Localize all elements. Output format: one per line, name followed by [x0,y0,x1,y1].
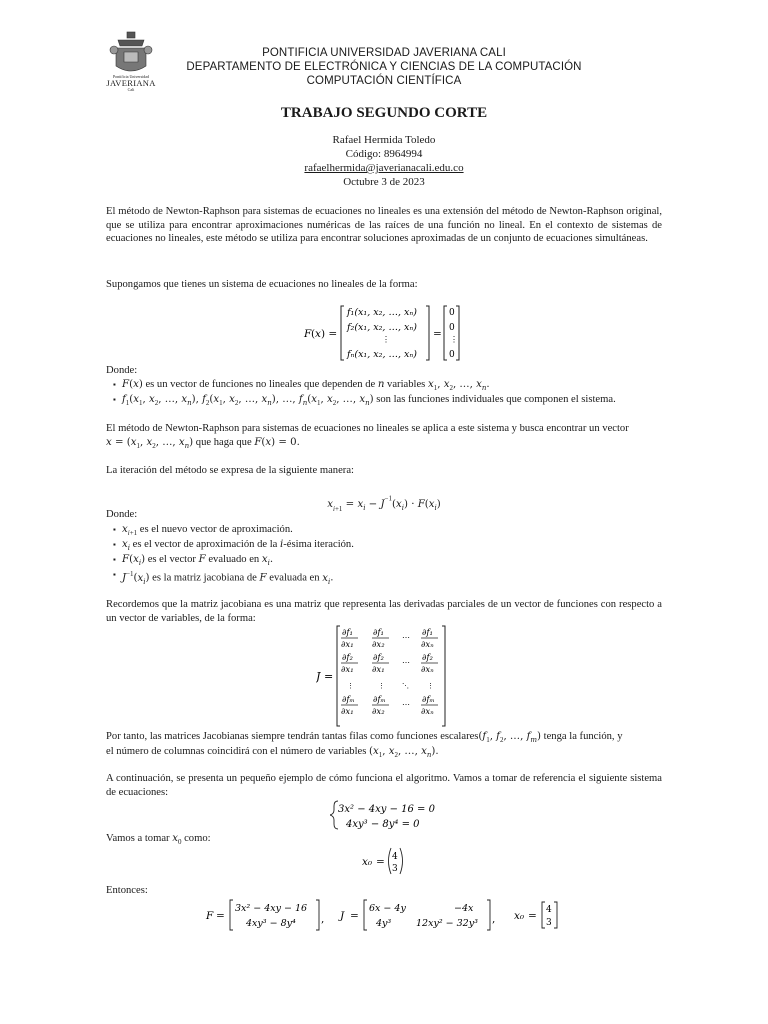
svg-text:∂x₂: ∂x₂ [372,640,385,650]
svg-text:=: = [528,910,537,922]
svg-text:∂fₘ: ∂fₘ [373,695,386,705]
svg-text:⋯: ⋯ [402,633,410,642]
svg-text:0: 0 [449,350,455,360]
bullet-component-functions: ▪ $f_1(x_1$, $x_2$, …, $x_n$), $f_2(x_1$, $x_2$, …, $x_n$), …, $f_n(x_1$, $x_2$, …, $x_n$) son las funciones individuales que componen el sistema. [122,393,616,410]
document-date: Octubre 3 de 2023 [343,176,425,188]
bullet-F-evaluated: ▪ $F(x_i)$ es el vector F evaluado en $x_i$. [122,553,273,570]
svg-text:∂f₁: ∂f₁ [342,628,353,638]
svg-text:f₁(x₁, x₂, …, xₙ): f₁(x₁, x₂, …, xₙ) [347,307,417,318]
svg-text:=: = [350,910,359,922]
svg-text:12xy² − 32y³: 12xy² − 32y³ [416,918,478,929]
svg-text:x: x [315,328,321,340]
document-title: TRABAJO SEGUNDO CORTE [280,105,488,121]
paragraph-text: el número de columnas coincidirá con el número de variables [106,746,369,757]
svg-text:x₀: x₀ [362,856,373,868]
example-intro-paragraph: A continuación, se presenta un pequeño ejemplo de cómo funciona el algoritmo. Vamos a tomar de referencia el siguiente sistema de ecuaciones: [106,773,662,798]
iteration-formula: $x_{i+1} = x_i - J^{-1}(x_i) \cdot F(x_i)$ [327,494,441,514]
svg-text:⋱: ⋱ [402,682,409,690]
svg-text:∂f₂: ∂f₂ [422,653,433,663]
header-department: DEPARTAMENTO DE ELECTRÓNICA Y CIENCIAS DE LA COMPUTACIÓN [186,61,582,73]
svg-text:⋮: ⋮ [378,682,385,690]
bullet-text: es el nuevo vector de aproximación. [137,524,293,535]
bullet-text: -ésima iteración. [283,539,354,550]
svg-text:4xy³ − 8y⁴ = 0: 4xy³ − 8y⁴ = 0 [346,819,420,830]
bullet-text: son las funciones individuales que componen el sistema. [373,394,616,405]
svg-text:3x² − 4xy − 16: 3x² − 4xy − 16 [235,903,308,914]
initial-guess-text: Vamos a tomar $x_0$ como: [106,833,211,847]
jacobian-matrix [316,624,456,728]
svg-text:⋮: ⋮ [347,682,354,690]
paragraph-text: como: [181,833,211,844]
bullet-text: evaluado en [205,554,262,565]
jacobian-dimensions-line1: Por tanto, las matrices Jacobianas siempre tendrán tantas filas como funciones $escalares(f_1$, $f_2$, …, $f_m$) tenga la función, y [106,731,623,745]
svg-text:) =: ) = [321,328,338,340]
bullet-F-vector: ▪ F(x) es un vector de funciones no lineales que dependen de n variables $x_1$, $x_2$, …, $x_n$. [122,378,490,395]
intro-paragraph: El método de Newton-Raphson para sistemas de ecuaciones no lineales es una extensión del método de Newton-Raphson original, que se utiliza para encontrar aproximaciones numéricas de las raíces de una función no lineal. En el contexto de sistemas de ecuaciones no lineales, este método se utiliza para encontrar soluciones aproximadas de un conjunto de ecuaciones simultáneas. [106,206,662,244]
paragraph-text: Vamos a tomar [106,833,173,844]
bullet-text: es el vector de aproximación de la [130,539,281,550]
svg-text:,: , [321,913,325,925]
bullet-text: es el vector [145,554,199,565]
svg-text:∂f₁: ∂f₁ [373,628,384,638]
jacobian-dimensions-line2: el número de columnas coincidirá con el número de variables ($x_1$, $x_2$, …, $x_n$). [106,746,439,760]
svg-text:6x − 4y: 6x − 4y [369,903,406,914]
svg-text:x₀: x₀ [514,910,525,922]
author-email-link[interactable]: rafaelhermida@javerianacali.edu.co [304,162,464,174]
svg-text:∂x₂: ∂x₂ [372,707,385,717]
svg-text:∂xₙ: ∂xₙ [421,707,434,717]
author-name: Rafael Hermida Toledo [332,134,436,146]
bullet-current-vector: ▪ $x_i$ es el vector de aproximación de la i-ésima iteración. [122,538,354,555]
svg-text:=: = [433,328,442,340]
svg-text:∂x₁: ∂x₁ [341,640,354,650]
svg-text:⋯: ⋯ [402,658,410,667]
initial-guess-vector [360,846,420,876]
svg-text:f₂(x₁, x₂, …, xₙ): f₂(x₁, x₂, …, xₙ) [347,322,417,333]
svg-text:3: 3 [546,918,552,928]
svg-text:∂f₂: ∂f₂ [373,653,384,663]
bullet-text: es un vector de funciones no lineales que dependen de [142,379,378,390]
svg-text:⋮: ⋮ [382,335,390,344]
svg-text:F: F [304,328,312,340]
svg-text:0: 0 [449,323,455,333]
bullet-text: es la matriz jacobiana de [149,572,260,584]
header-university: PONTIFICIA UNIVERSIDAD JAVERIANA CALI [262,47,506,59]
bullet-text: evaluada en [266,572,323,584]
svg-text:3: 3 [392,864,398,874]
svg-text:∂fₘ: ∂fₘ [422,695,435,705]
svg-text:⋮: ⋮ [450,335,458,344]
bullet-jacobian: ▪ $J^{-1}(x_i)$ es la matriz jacobiana de F evaluada en $x_i$. [122,568,333,589]
svg-text:(: ( [311,328,316,340]
svg-text:∂xₙ: ∂xₙ [421,665,434,675]
method-paragraph-line1: El método de Newton-Raphson para sistemas de ecuaciones no lineales se aplica a este sistema y busca encontrar un vector [106,423,629,434]
svg-text:F: F [206,910,214,922]
svg-text:∂x₁: ∂x₁ [372,665,385,675]
example-system [330,800,450,830]
header-course: COMPUTACIÓN CIENTÍFICA [306,75,462,87]
svg-text:,: , [492,913,496,925]
svg-text:∂x₁: ∂x₁ [341,665,354,675]
paragraph-text: que haga que [193,437,255,448]
svg-text:fₙ(x₁, x₂, …, xₙ): fₙ(x₁, x₂, …, xₙ) [347,349,417,360]
svg-text:=: = [324,670,334,683]
svg-text:3x² − 4xy − 16 = 0: 3x² − 4xy − 16 = 0 [338,804,435,815]
svg-text:∂x₁: ∂x₁ [341,707,354,717]
svg-text:∂f₂: ∂f₂ [342,653,353,663]
svg-text:∂f₁: ∂f₁ [422,628,433,638]
svg-text:4: 4 [546,905,552,915]
logo-label: Pontificia Universidad [112,74,150,79]
paragraph-text: Por tanto, las matrices Jacobianas siempre tendrán tantas filas como funciones escalares [106,731,479,742]
svg-text:4xy³ − 8y⁴: 4xy³ − 8y⁴ [246,918,296,929]
svg-text:∂xₙ: ∂xₙ [421,640,434,650]
svg-text:=: = [216,910,225,922]
bullet-text: variables [384,379,428,390]
svg-text:J: J [316,670,321,683]
method-paragraph-line2: $x = (x_1$, $x_2$, …, $x_n$) que haga que F(x) = 0. [106,437,300,451]
svg-text:−4x: −4x [454,903,474,914]
logo-city: Cali [127,87,135,92]
paragraph-text: tenga la función, y [541,731,623,742]
system-intro-text: Supongamos que tienes un sistema de ecuaciones no lineales de la forma: [106,279,418,290]
svg-text:=: = [376,856,385,868]
svg-text:0: 0 [449,308,455,318]
svg-text:4: 4 [392,852,398,862]
donde-label-2: Donde: [106,509,138,520]
svg-text:⋮: ⋮ [427,682,434,690]
author-code: Código: 8964994 [345,148,423,160]
system-equation [300,302,470,364]
svg-text:⋯: ⋯ [402,700,410,709]
bullet-new-vector: ▪ $x_{i+1}$ es el nuevo vector de aproximación. [122,523,293,540]
donde-label-1: Donde: [106,365,138,376]
example-F-J-x0 [204,898,574,932]
svg-text:∂fₘ: ∂fₘ [342,695,355,705]
jacobian-paragraph: Recordemos que la matriz jacobiana es una matriz que representa las derivadas parciales de un vector de funciones con respecto a un vector de variables, de la forma: [106,599,662,624]
logo-name: JAVERIANA [106,78,156,88]
iteration-intro-text: La iteración del método se expresa de la siguiente manera: [106,465,354,476]
svg-text:4y³: 4y³ [376,918,392,929]
entonces-label: Entonces: [106,885,148,896]
svg-text:J: J [340,910,345,922]
